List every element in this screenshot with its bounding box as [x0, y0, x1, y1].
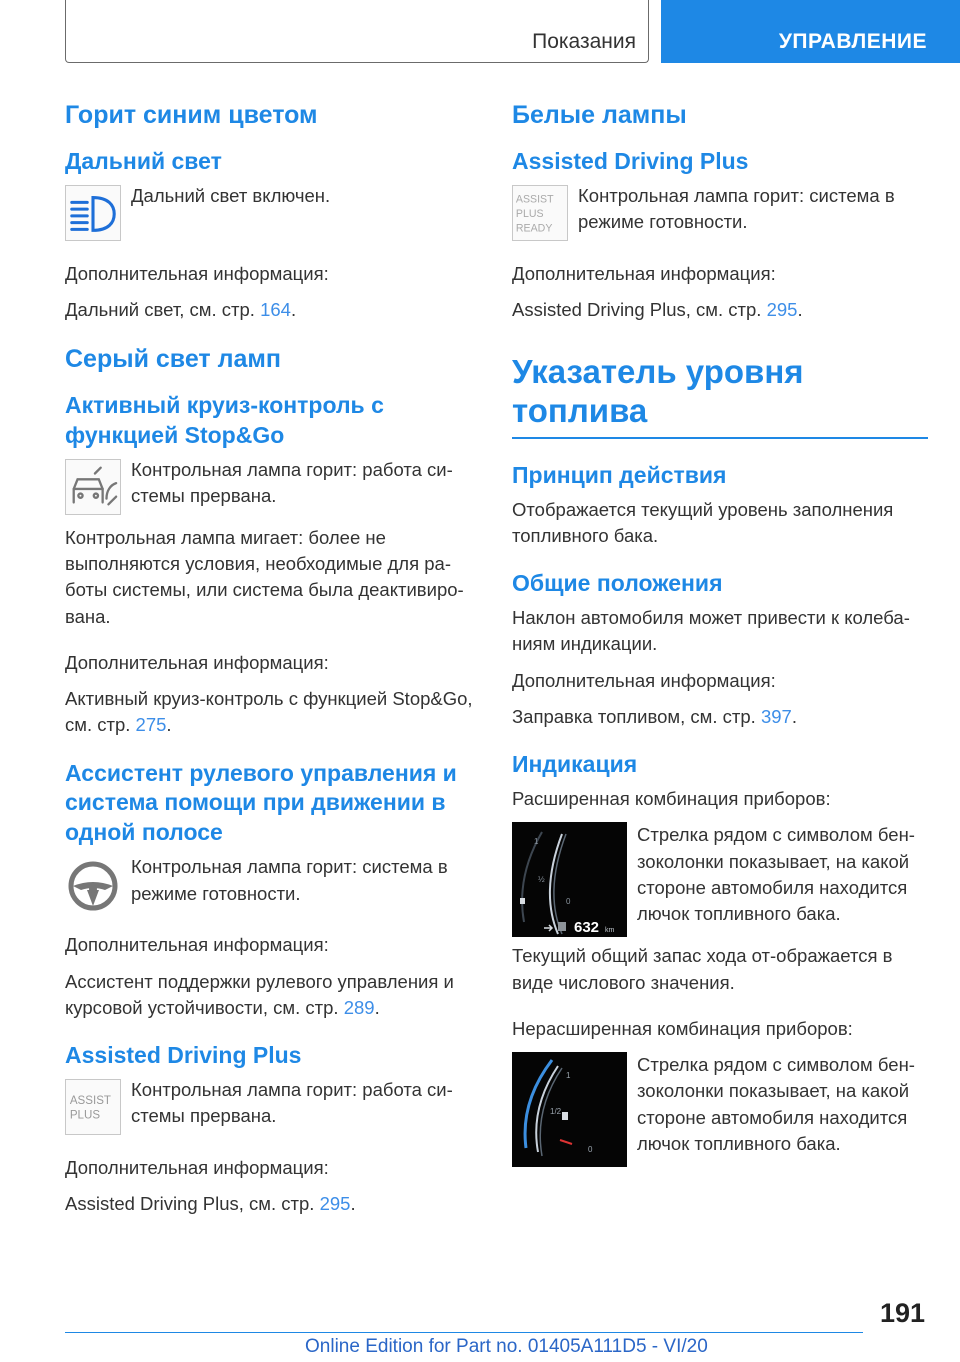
- header-chapter-tab: [661, 0, 960, 63]
- high-beam-page-link[interactable]: 164: [260, 299, 291, 321]
- steering-wheel-icon: [65, 856, 121, 912]
- page-number: 191: [879, 1298, 925, 1328]
- acc-text-2: Контрольная лампа мигает: более не выполняются условия, необходимые для ра-боты системы, или система была деактивиро-вана.: [65, 526, 464, 627]
- extended-cluster-range-text: Текущий общий запас хода от-ображается в виде числового значения.: [512, 945, 893, 993]
- display-heading: Индикация: [512, 751, 638, 778]
- adp-left-text: Контрольная лампа горит: работа си-стемы прервана.: [131, 1078, 453, 1127]
- cruise-control-icon: [65, 459, 121, 515]
- acc-more-label: Дополнительная информация:: [65, 651, 329, 673]
- high-beam-more-label: Дополнительная информация:: [65, 263, 329, 285]
- extended-cluster-label: Расширенная комбинация приборов:: [512, 788, 831, 810]
- svg-text:PLUS: PLUS: [69, 1109, 101, 1122]
- adp-right-more: Assisted Driving Plus, см. стр. 295.: [512, 299, 803, 321]
- high-beam-icon: [65, 185, 121, 241]
- extended-cluster-row: [512, 822, 928, 937]
- adp-left-heading: Assisted Driving Plus: [65, 1042, 302, 1069]
- svg-text:PLUS: PLUS: [515, 207, 544, 220]
- svg-text:½: ½: [538, 875, 545, 885]
- acc-heading: Активный круиз-контроль с функцией Stop&Go: [65, 391, 384, 448]
- acc-row: [65, 457, 475, 515]
- acc-page-link[interactable]: 275: [135, 714, 167, 736]
- general-text: Наклон автомобиля может привести к колеба-ниям индикации.: [512, 607, 910, 655]
- svg-text:0: 0: [566, 897, 571, 907]
- header-section-label: Показания: [532, 30, 636, 53]
- general-more-label: Дополнительная информация:: [512, 669, 776, 691]
- steering-text: Контрольная лампа горит: система в режиме готовности.: [131, 856, 448, 904]
- assist-plus-icon: [65, 1079, 121, 1135]
- svg-text:READY: READY: [515, 222, 553, 235]
- svg-text:0: 0: [588, 1145, 593, 1155]
- adp-left-more: Assisted Driving Plus, см. стр. 295.: [65, 1193, 356, 1215]
- adp-right-page-link[interactable]: 295: [766, 299, 798, 321]
- adp-left-more-label: Дополнительная информация:: [65, 1156, 329, 1178]
- adp-left-page-link[interactable]: 295: [319, 1193, 351, 1215]
- header-section-tab: [65, 0, 649, 63]
- extended-cluster-image: [512, 822, 627, 937]
- assist-plus-ready-icon: [512, 185, 568, 241]
- steering-more: Ассистент поддержки рулевого управления и курсовой устойчивости, см. стр. 289.: [65, 970, 454, 1018]
- svg-text:km: km: [605, 927, 615, 935]
- high-beam-more: Дальний свет, см. стр. 164.: [65, 299, 297, 321]
- extended-cluster-text: Стрелка рядом с символом бен-зоколонки показывает, на какой стороне автомобиля находится лючок топливного бака.: [637, 824, 915, 925]
- blue-lamps-heading: Горит синим цветом: [65, 101, 318, 129]
- high-beam-row: [65, 183, 475, 241]
- high-beam-text: Дальний свет включен.: [131, 185, 331, 207]
- basic-cluster-image: [512, 1052, 627, 1167]
- steering-assist-heading: Ассистент рулевого управления и система помощи при движении в одной полосе: [65, 759, 457, 846]
- refuel-page-link[interactable]: 397: [760, 705, 792, 727]
- adp-right-more-label: Дополнительная информация:: [512, 263, 776, 285]
- svg-text:1: 1: [566, 1071, 571, 1081]
- general-more: Заправка топливом, см. стр. 397.: [512, 705, 797, 727]
- svg-text:632: 632: [574, 919, 600, 937]
- right-column: [512, 100, 928, 1173]
- adp-right-heading: Assisted Driving Plus: [512, 148, 749, 175]
- svg-text:1/2: 1/2: [550, 1107, 562, 1117]
- acc-more: Активный круиз-контроль с функцией Stop&Go, см. стр. 275.: [65, 688, 473, 736]
- basic-cluster-label: Нерасширенная комбинация приборов:: [512, 1017, 853, 1039]
- footer-edition: Online Edition for Part no. 01405A111D5 - VI/20: [305, 1336, 708, 1357]
- steering-row: [65, 854, 475, 912]
- gray-lamps-heading: Серый свет ламп: [65, 344, 281, 373]
- principle-heading: Принцип действия: [512, 461, 727, 488]
- header-chapter-label: УПРАВЛЕНИЕ: [778, 30, 927, 53]
- basic-cluster-row: [512, 1052, 928, 1167]
- svg-text:1: 1: [534, 837, 539, 847]
- principle-text: Отображается текущий уровень заполнения топливного бака.: [512, 498, 894, 547]
- svg-text:ASSIST: ASSIST: [515, 193, 554, 206]
- left-column: [65, 100, 475, 1227]
- svg-text:ASSIST: ASSIST: [69, 1095, 111, 1108]
- basic-cluster-text: Стрелка рядом с символом бен-зоколонки показывает, на какой стороне автомобиля находится лючок топливного бака.: [637, 1054, 915, 1154]
- steering-more-label: Дополнительная информация:: [65, 934, 329, 956]
- adp-left-row: [65, 1077, 475, 1135]
- adp-right-row: [512, 183, 928, 241]
- general-heading: Общие положения: [512, 570, 723, 597]
- high-beam-heading: Дальний свет: [65, 148, 222, 175]
- footer-divider: [65, 1332, 863, 1333]
- fuel-gauge-heading: Указатель уровня топлива: [512, 352, 928, 439]
- adp-right-text: Контрольная лампа горит: система в режиме готовности.: [578, 185, 895, 233]
- white-lamps-heading: Белые лампы: [512, 101, 687, 129]
- steering-page-link[interactable]: 289: [343, 996, 375, 1018]
- acc-text-1: Контрольная лампа горит: работа си-стемы прервана.: [131, 458, 453, 506]
